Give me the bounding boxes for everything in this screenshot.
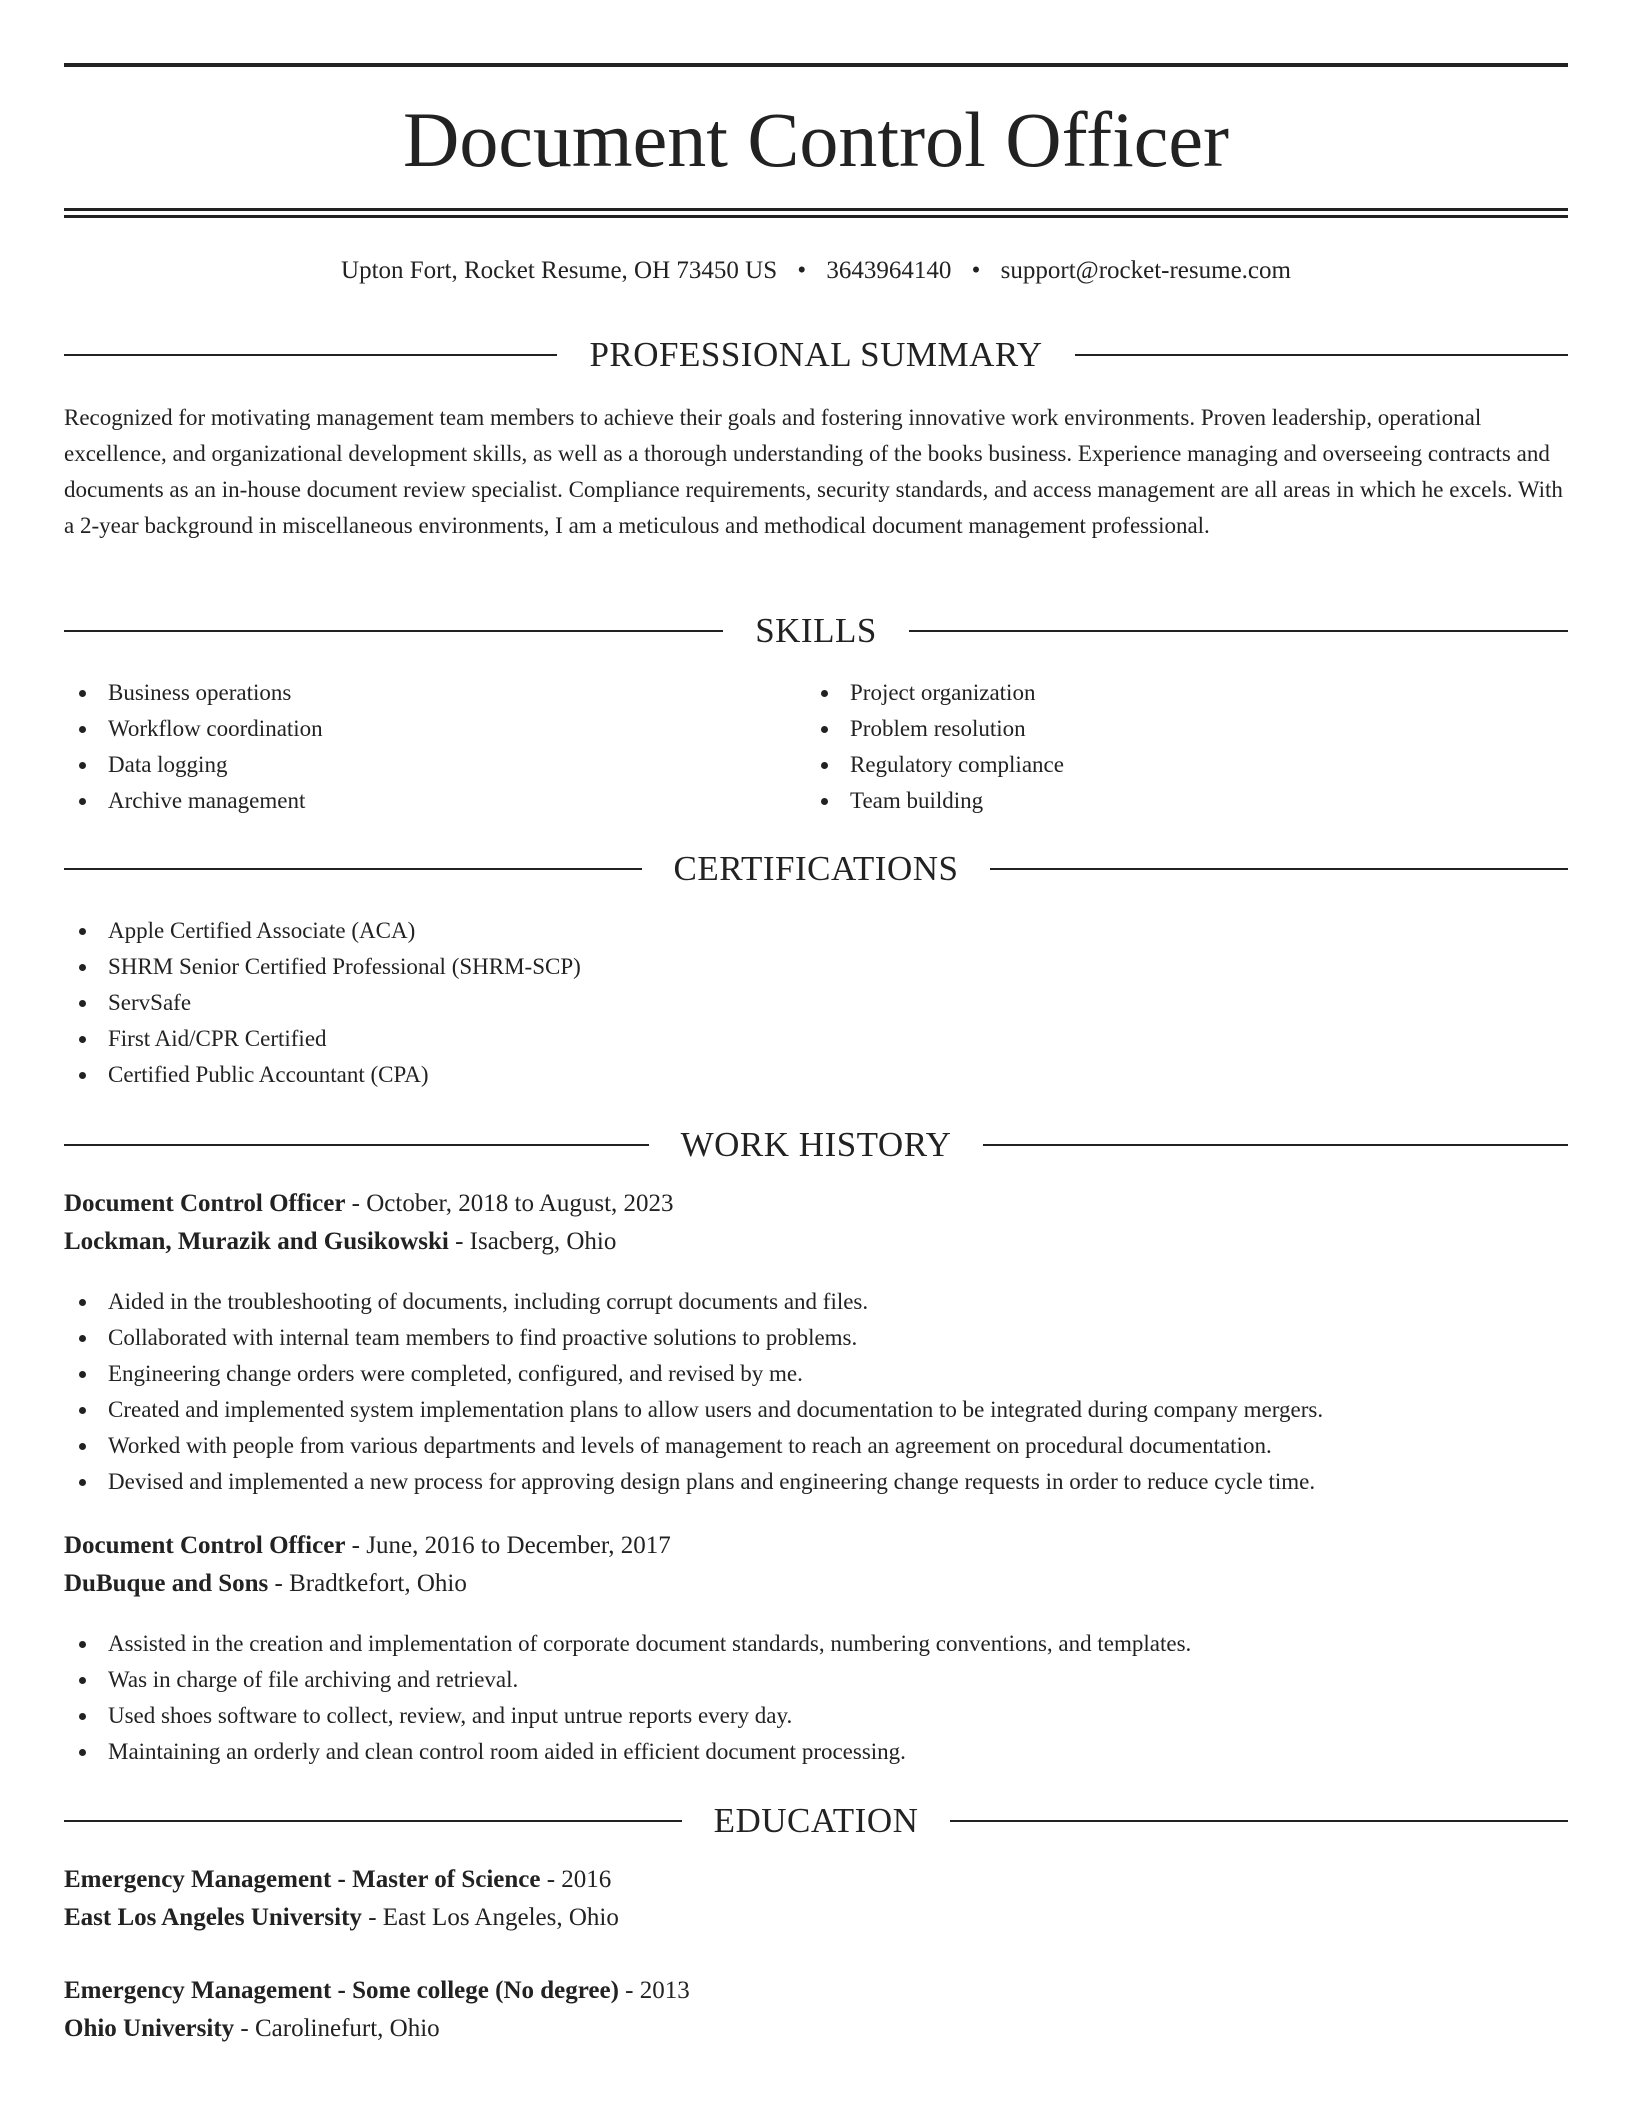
responsibility-item: Devised and implemented a new process for approving design plans and engineering change requests in order to reduce cycle time. <box>64 1464 1568 1500</box>
job-title: Document Control Officer <box>64 1190 346 1217</box>
divider <box>64 1144 649 1146</box>
education-degree-line <box>64 1861 611 1899</box>
section-heading-work-history <box>64 1125 1568 1165</box>
section-title: WORK HISTORY <box>680 1125 952 1164</box>
divider <box>950 1820 1568 1822</box>
job-responsibilities <box>64 1626 1568 1770</box>
job-company: DuBuque and Sons <box>64 1570 269 1597</box>
job-responsibilities <box>64 1284 1568 1500</box>
job-dates: - October, 2018 to August, 2023 <box>345 1190 674 1217</box>
contact-phone: 3643964140 <box>826 257 952 284</box>
contact-address: Upton Fort, Rocket Resume, OH 73450 US <box>341 257 778 284</box>
job-title: Document Control Officer <box>64 1532 346 1559</box>
job-company-line <box>64 1223 616 1261</box>
divider <box>1075 354 1568 356</box>
education-degree-line <box>64 1972 690 2010</box>
section-heading-certifications <box>64 849 1568 889</box>
responsibility-item: Collaborated with internal team members to find proactive solutions to problems. <box>64 1320 1568 1356</box>
section-heading-skills <box>64 611 1568 651</box>
divider <box>64 630 723 632</box>
contact-separator: • <box>797 257 807 284</box>
certifications-list <box>64 913 1064 1093</box>
section-title: SKILLS <box>755 611 877 650</box>
divider <box>909 630 1568 632</box>
divider <box>64 354 557 356</box>
education-school-line <box>64 1899 619 1937</box>
skill-item: Project organization <box>806 675 1506 711</box>
contact-email: support@rocket-resume.com <box>1000 257 1291 284</box>
responsibility-item: Worked with people from various departments and levels of management to reach an agreement on procedural documentation. <box>64 1428 1568 1464</box>
divider <box>983 1144 1568 1146</box>
skill-item: Workflow coordination <box>64 711 764 747</box>
section-heading-summary <box>64 335 1568 375</box>
education-year: - 2016 <box>540 1866 612 1893</box>
skills-list-left <box>64 675 764 819</box>
contact-line <box>64 256 1568 286</box>
job-company: Lockman, Murazik and Gusikowski <box>64 1228 449 1255</box>
responsibility-item: Assisted in the creation and implementation of corporate document standards, numbering conventions, and templates. <box>64 1626 1568 1662</box>
skill-item: Business operations <box>64 675 764 711</box>
divider <box>64 1820 682 1822</box>
job-dates: - June, 2016 to December, 2017 <box>345 1532 671 1559</box>
section-title: PROFESSIONAL SUMMARY <box>589 335 1043 374</box>
certification-item: Apple Certified Associate (ACA) <box>64 913 1064 949</box>
certification-item: Certified Public Accountant (CPA) <box>64 1057 1064 1093</box>
job-title-line <box>64 1527 671 1565</box>
certification-item: First Aid/CPR Certified <box>64 1021 1064 1057</box>
section-title: CERTIFICATIONS <box>673 849 959 888</box>
education-location: - East Los Angeles, Ohio <box>361 1904 619 1931</box>
job-company-line <box>64 1565 467 1603</box>
education-year: - 2013 <box>618 1977 690 2004</box>
job-location: - Isacberg, Ohio <box>448 1228 617 1255</box>
skill-item: Team building <box>806 783 1506 819</box>
skill-item: Archive management <box>64 783 764 819</box>
education-school: East Los Angeles University <box>64 1904 362 1931</box>
responsibility-item: Aided in the troubleshooting of documents, including corrupt documents and files. <box>64 1284 1568 1320</box>
summary-text: Recognized for motivating management team members to achieve their goals and fostering innovative work environments. Proven leadership, operational excellence, and organizational development skills, as well as a thorough understanding of the books business. Experience managing and overseeing contracts and documents as an in-house document review specialist. Compliance requirements, security standards, and access management are all areas in which he excels. With a 2-year background in miscellaneous environments, I am a meticulous and methodical document management professional. <box>64 405 1563 538</box>
header-top-rule <box>64 63 1568 67</box>
education-degree: Emergency Management - Master of Science <box>64 1866 541 1893</box>
certification-item: SHRM Senior Certified Professional (SHRM-SCP) <box>64 949 1064 985</box>
skill-item: Regulatory compliance <box>806 747 1506 783</box>
education-school-line <box>64 2010 440 2048</box>
divider <box>64 868 642 870</box>
skill-item: Problem resolution <box>806 711 1506 747</box>
skills-list-right <box>806 675 1506 819</box>
education-location: - Carolinefurt, Ohio <box>234 2015 440 2042</box>
header-bottom-rule-2 <box>64 215 1568 218</box>
responsibility-item: Used shoes software to collect, review, and input untrue reports every day. <box>64 1698 1568 1734</box>
job-location: - Bradtkefort, Ohio <box>268 1570 467 1597</box>
contact-separator: • <box>971 257 981 284</box>
responsibility-item: Engineering change orders were completed, configured, and revised by me. <box>64 1356 1568 1392</box>
responsibility-item: Was in charge of file archiving and retrieval. <box>64 1662 1568 1698</box>
responsibility-item: Maintaining an orderly and clean control room aided in efficient document processing. <box>64 1734 1568 1770</box>
skill-item: Data logging <box>64 747 764 783</box>
candidate-name: Document Control Officer <box>402 96 1229 183</box>
job-title-line <box>64 1185 674 1223</box>
certification-item: ServSafe <box>64 985 1064 1021</box>
header-bottom-rule <box>64 208 1568 211</box>
divider <box>990 868 1568 870</box>
education-degree: Emergency Management - Some college (No degree) <box>64 1977 619 2004</box>
education-school: Ohio University <box>64 2015 235 2042</box>
responsibility-item: Created and implemented system implementation plans to allow users and documentation to be integrated during company mergers. <box>64 1392 1568 1428</box>
section-title: EDUCATION <box>713 1801 919 1840</box>
section-heading-education <box>64 1801 1568 1841</box>
